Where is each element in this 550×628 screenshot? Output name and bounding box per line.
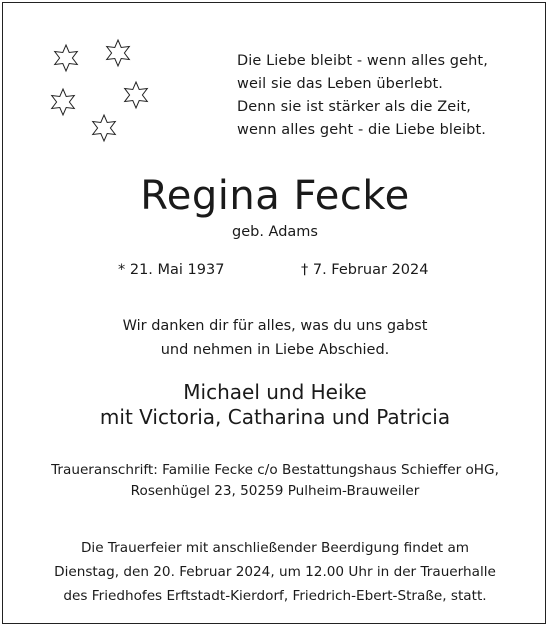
address-line: Traueranschrift: Familie Fecke c/o Bestattungshaus Schieffer oHG, bbox=[51, 462, 499, 478]
maiden-name: geb. Adams bbox=[232, 224, 318, 240]
star-icon bbox=[52, 89, 75, 115]
thanks-line: Wir danken dir für alles, was du uns gabst bbox=[122, 318, 428, 334]
deceased-name: Regina Fecke bbox=[140, 173, 410, 219]
poem-line: wenn alles geht - die Liebe bleibt. bbox=[237, 122, 486, 138]
stars-decoration bbox=[40, 32, 170, 152]
thanks-line: und nehmen in Liebe Abschied. bbox=[160, 342, 390, 358]
poem bbox=[237, 50, 488, 142]
funeral-line: Dienstag, den 20. Februar 2024, um 12.00 Uhr in der Trauerhalle bbox=[54, 564, 496, 580]
star-icon bbox=[125, 82, 148, 108]
thanks-text bbox=[0, 314, 550, 362]
birth-date: * 21. Mai 1937 bbox=[118, 262, 225, 278]
funeral-info bbox=[0, 536, 550, 608]
star-icon bbox=[93, 115, 116, 141]
star-icon bbox=[55, 45, 78, 71]
star-icon bbox=[107, 40, 130, 66]
mourners bbox=[0, 380, 550, 430]
mourners-line: Michael und Heike bbox=[183, 380, 367, 404]
funeral-line: Die Trauerfeier mit anschließender Beerdigung findet am bbox=[80, 540, 470, 556]
mourners-line: mit Victoria, Catharina und Patricia bbox=[99, 405, 451, 429]
poem-line: weil sie das Leben überlebt. bbox=[237, 76, 444, 92]
funeral-line: des Friedhofes Erftstadt-Kierdorf, Friedrich-Ebert-Straße, statt. bbox=[63, 588, 487, 604]
mourning-address bbox=[0, 460, 550, 502]
address-line: Rosenhügel 23, 50259 Pulheim-Brauweiler bbox=[130, 483, 420, 499]
poem-line: Denn sie ist stärker als die Zeit, bbox=[237, 99, 471, 115]
poem-line: Die Liebe bleibt - wenn alles geht, bbox=[237, 53, 488, 69]
death-date: † 7. Februar 2024 bbox=[301, 262, 429, 278]
